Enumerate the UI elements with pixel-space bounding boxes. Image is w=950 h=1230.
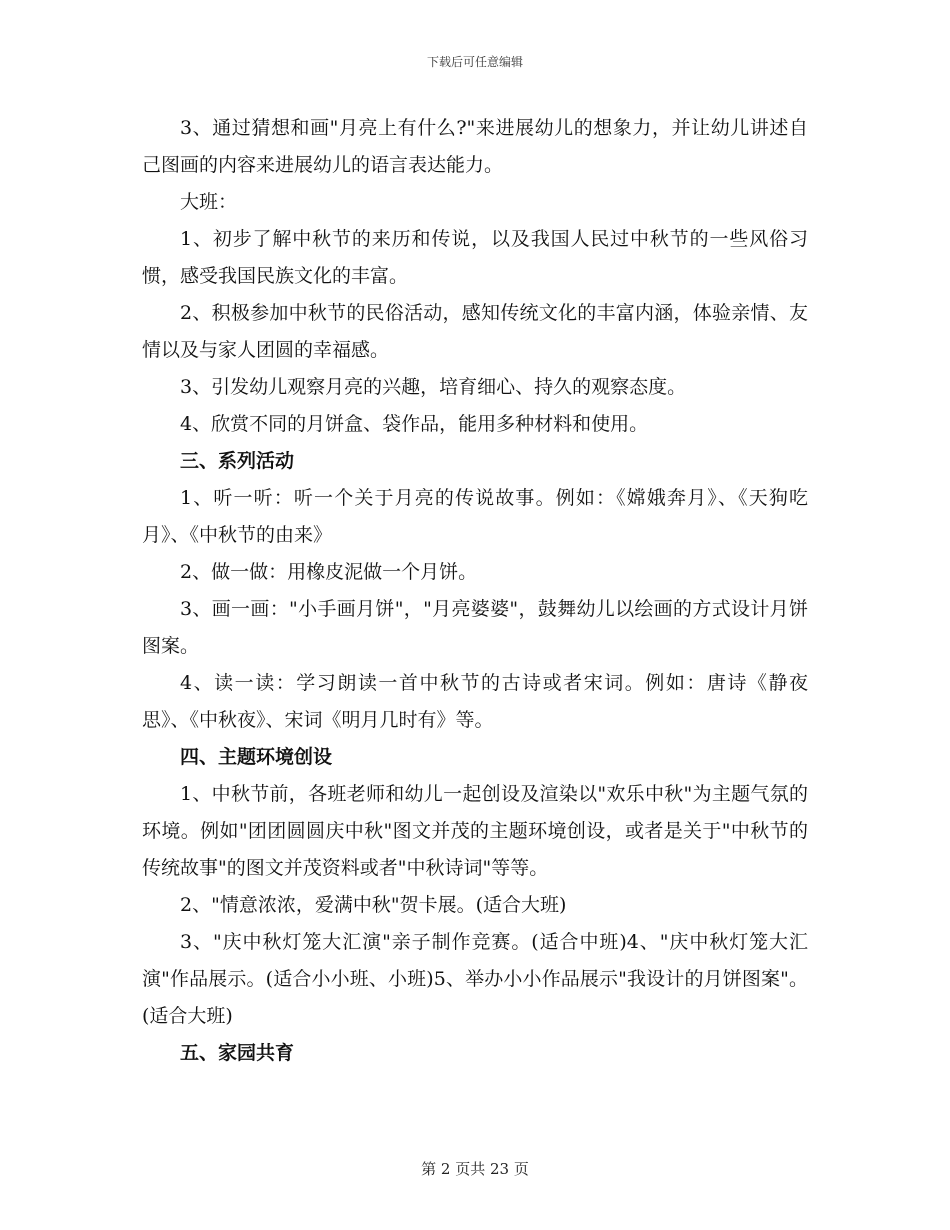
paragraph-senior-goal-4: 4、欣赏不同的月饼盒、袋作品，能用多种材料和使用。 bbox=[180, 413, 649, 435]
paragraph-activity-make: 2、做一做：用橡皮泥做一个月饼。 bbox=[180, 561, 478, 583]
page-number: 第 2 页共 23 页 bbox=[421, 1160, 529, 1178]
section-heading-activities: 三、系列活动 bbox=[180, 450, 295, 472]
paragraph-imagination-goal: 3、通过猜想和画"月亮上有什么?"来进展幼儿的想象力，并让幼儿讲述自己图画的内容来进展幼儿的语言表达能力。 bbox=[142, 117, 808, 176]
paragraph-senior-class-label: 大班： bbox=[180, 191, 238, 213]
document-body bbox=[142, 110, 808, 1072]
page-header-note: 下载后可任意编辑 bbox=[426, 55, 523, 69]
paragraph-senior-goal-1: 1、初步了解中秋节的来历和传说，以及我国人民过中秋节的一些风俗习惯，感受我国民族文化的丰富。 bbox=[142, 228, 808, 287]
section-heading-home-school: 五、家园共育 bbox=[180, 1042, 295, 1064]
paragraph-senior-goal-2: 2、积极参加中秋节的民俗活动，感知传统文化的丰富内涵，体验亲情、友情以及与家人团圆的幸福感。 bbox=[142, 302, 808, 361]
paragraph-activity-listen: 1、听一听：听一个关于月亮的传说故事。例如：《嫦娥奔月》、《天狗吃月》、《中秋节的由来》 bbox=[142, 487, 808, 546]
paragraph-senior-goal-3: 3、引发幼儿观察月亮的兴趣，培育细心、持久的观察态度。 bbox=[180, 376, 687, 398]
paragraph-activity-draw: 3、画一画："小手画月饼"，"月亮婆婆"，鼓舞幼儿以绘画的方式设计月饼图案。 bbox=[142, 598, 808, 657]
paragraph-environment-2: 2、"情意浓浓，爱满中秋"贺卡展。(适合大班) bbox=[180, 894, 567, 916]
paragraph-activity-read: 4、读一读：学习朗读一首中秋节的古诗或者宋词。例如：唐诗《静夜思》、《中秋夜》、宋词《明月几时有》等。 bbox=[142, 672, 808, 731]
section-heading-environment: 四、主题环境创设 bbox=[180, 746, 333, 768]
paragraph-environment-3: 3、"庆中秋灯笼大汇演"亲子制作竞赛。(适合中班)4、"庆中秋灯笼大汇演"作品展示。(适合小小班、小班)5、举办小小作品展示"我设计的月饼图案"。(适合大班) bbox=[142, 931, 808, 1027]
paragraph-environment-1: 1、中秋节前，各班老师和幼儿一起创设及渲染以"欢乐中秋"为主题气氛的环境。例如"团团圆圆庆中秋"图文并茂的主题环境创设，或者是关于"中秋节的传统故事"的图文并茂资料或者"中秋诗词"等等。 bbox=[142, 783, 808, 879]
